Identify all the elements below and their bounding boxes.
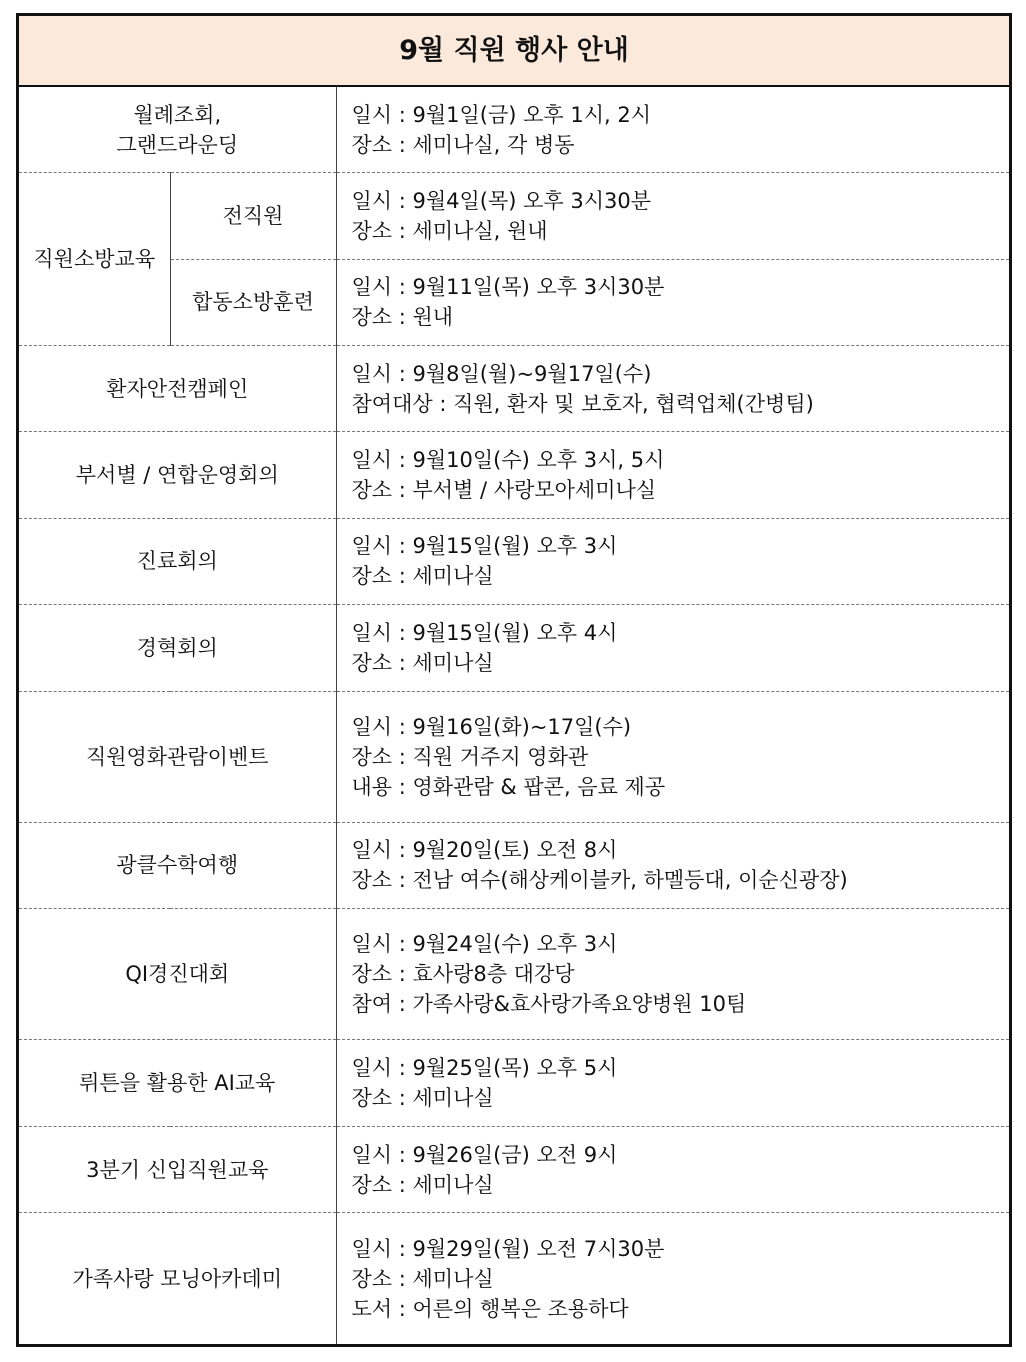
event-row [19,345,1009,431]
event-detail [336,259,1009,345]
event-row [19,86,1009,172]
event-group-name: 직원소방교육 [19,173,170,346]
event-detail-line: 일시 : 9월29일(월) 오전 7시30분 [351,1236,665,1261]
event-detail-line: 일시 : 9월10일(수) 오후 3시, 5시 [351,448,665,473]
event-name [19,1213,336,1344]
event-detail-line: 장소 : 세미나실 [351,564,494,589]
event-name-line: 3분기 신입직원교육 [86,1157,269,1182]
event-detail [336,1213,1009,1344]
event-name-line: 그랜드라운딩 [116,132,239,157]
event-name-line: 부서별 / 연합운영회의 [75,463,279,488]
event-row [19,1126,1009,1212]
event-row [19,1213,1009,1344]
event-detail-line: 일시 : 9월15일(월) 오후 3시 [351,534,618,559]
event-detail [336,432,1009,518]
event-detail-line: 장소 : 세미나실 [351,1172,494,1197]
event-row [19,173,1009,259]
event-name [19,822,336,908]
event-row [19,518,1009,604]
event-detail-line: 장소 : 세미나실 [351,650,494,675]
event-detail [336,691,1009,822]
event-detail-line: 장소 : 세미나실, 원내 [351,218,548,243]
event-name [19,86,336,172]
event-name-line: 뤼튼을 활용한 AI교육 [79,1071,276,1096]
event-detail-line: 도서 : 어른의 행복은 조용하다 [351,1296,629,1321]
event-detail-line: 장소 : 부서별 / 사랑모아세미나실 [351,478,657,503]
event-detail-line: 일시 : 9월1일(금) 오후 1시, 2시 [351,102,652,127]
event-detail-line: 장소 : 세미나실 [351,1086,494,1111]
event-detail [336,173,1009,259]
event-name [19,432,336,518]
event-row [19,605,1009,691]
event-detail [336,1040,1009,1126]
event-name [19,605,336,691]
event-detail-line: 장소 : 전남 여수(해상케이블카, 하멜등대, 이순신광장) [351,868,848,893]
event-name-line: 월례조회, [133,102,222,127]
event-detail-line: 일시 : 9월16일(화)~17일(수) [351,714,632,739]
event-detail-line: 참여대상 : 직원, 환자 및 보호자, 협력업체(간병팀) [351,391,814,416]
event-name-line: 환자안전캠페인 [106,376,249,401]
event-row [19,432,1009,518]
event-row [19,822,1009,908]
event-row [19,691,1009,822]
title-row [19,16,1009,86]
event-name-line: 직원영화관람이벤트 [85,744,269,769]
event-name-line: QI경진대회 [125,962,230,987]
event-detail-line: 장소 : 세미나실 [351,1266,494,1291]
event-detail-line: 참여 : 가족사랑&효사랑가족요양병원 10팀 [351,992,747,1017]
event-detail-line: 장소 : 효사랑8층 대강당 [351,962,575,987]
event-detail-line: 일시 : 9월15일(월) 오후 4시 [351,620,618,645]
event-detail [336,86,1009,172]
event-subname [170,259,336,345]
event-name-line: 진료회의 [136,549,218,574]
event-detail-line: 일시 : 9월11일(목) 오후 3시30분 [351,275,665,300]
event-detail [336,1126,1009,1212]
event-detail-line: 일시 : 9월20일(토) 오전 8시 [351,838,618,863]
event-detail-line: 장소 : 직원 거주지 영화관 [351,744,589,769]
event-detail [336,605,1009,691]
event-row [19,1040,1009,1126]
event-detail-line: 장소 : 원내 [351,305,454,330]
event-detail [336,909,1009,1040]
event-name-line: 가족사랑 모닝아카데미 [72,1266,283,1291]
event-name-line: 합동소방훈련 [192,290,314,315]
page-title: 9월 직원 행사 안내 [19,16,1009,86]
event-name [19,1040,336,1126]
event-detail [336,345,1009,431]
event-notice-document [16,13,1012,1347]
event-name [19,691,336,822]
event-detail-line: 일시 : 9월4일(목) 오후 3시30분 [351,188,652,213]
event-name-line: 광클수학여행 [116,853,239,878]
event-name [19,909,336,1040]
event-row [19,909,1009,1040]
event-detail-line: 일시 : 9월24일(수) 오후 3시 [351,932,618,957]
event-subname [170,173,336,259]
event-detail-line: 일시 : 9월8일(월)~9월17일(수) [351,361,652,386]
event-name-line: 전직원 [222,203,284,228]
event-name [19,1126,336,1212]
event-detail-line: 내용 : 영화관람 & 팝콘, 음료 제공 [351,774,666,799]
event-detail [336,518,1009,604]
event-detail [336,822,1009,908]
event-name [19,345,336,431]
event-table [19,16,1009,1344]
event-detail-line: 일시 : 9월26일(금) 오전 9시 [351,1142,618,1167]
event-name [19,518,336,604]
event-detail-line: 장소 : 세미나실, 각 병동 [351,132,575,157]
event-detail-line: 일시 : 9월25일(목) 오후 5시 [351,1056,618,1081]
event-name-line: 경혁회의 [136,635,218,660]
